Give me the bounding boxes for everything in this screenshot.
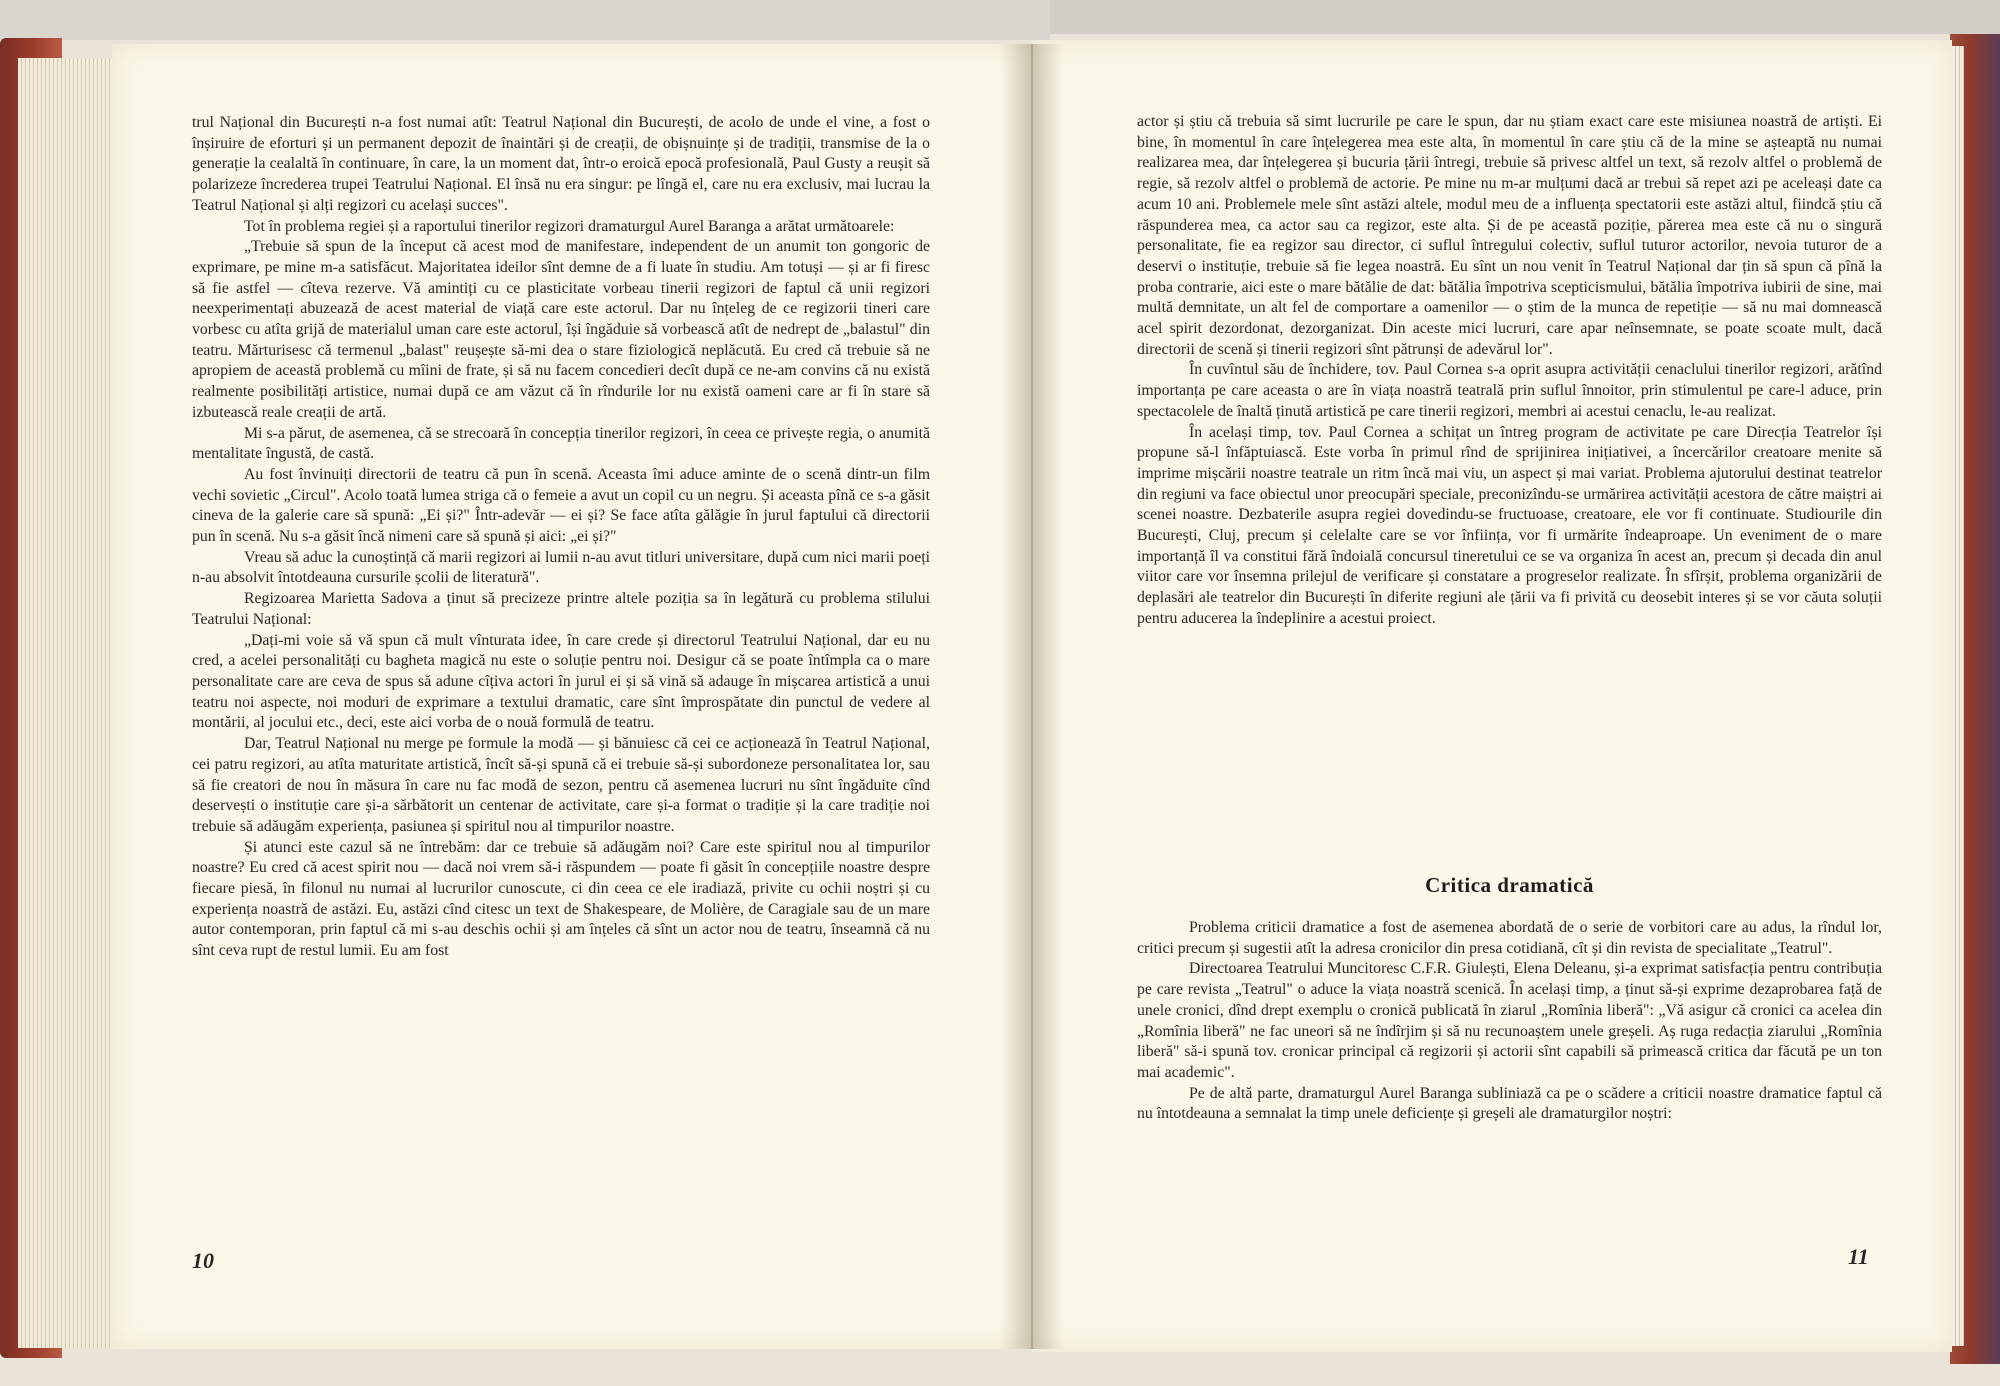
paragraph: În cuvîntul său de închidere, tov. Paul Cornea s-a oprit asupra activității cenaclului tinerilor regizori, arătînd importanța pe care aceasta o are în viața noastră teatrală prin suflul înnoitor, prin stimulentul pe care-l aduce, prin spectacolele de înaltă ținută artistică pe care tinerii regizori, membri ai acestui cenaclu, le-au realizat. <box>1137 361 1882 420</box>
paragraph: Mi s-a părut, de asemenea, că se strecoară în concepția tinerilor regizori, în ceea ce privește regia, o anumită mentalitate îngustă, de castă. <box>192 424 930 463</box>
book-gutter <box>1000 44 1064 1349</box>
paragraph: Pe de altă parte, dramaturgul Aurel Baranga subliniază ca pe o scădere a criticii noastre dramatice faptul că nu întotdeauna a semnalat la timp unele deficiențe și greșeli ale dramaturgilor noștri: <box>1137 1084 1882 1123</box>
paragraph: Regizoarea Marietta Sadova a ținut să precizeze printre altele poziția sa în legătură cu problema stilului Teatrului Național: <box>192 590 930 628</box>
paragraph: „Trebuie să spun de la început că acest mod de manifestare, independent de un anumit ton gongoric de exprimare, pe mine m-a satisfăcut. Majoritatea ideilor sînt demne de a fi luate în studiu. Am totuși — și ar fi firesc să fie astfel — cîteva rezerve. Vă amintiți cu ce plasticitate vorbeau tinerii regizori de faptul că unii regizori neexperimentați abuzează de acest material de viață care este actorul. Dar nu înțeleg de ce regizorii tineri care vorbesc cu atîta grijă de materialul uman care este actorul, își îngăduie să vorbească atît de nedrept de „balastul" din teatru. Mărturisesc că termenul „balast" reușește să-mi dea o stare fiziologică neplăcută. Eu cred că trebuie să ne apropiem de această problemă cu mîini de frate, și să nu facem concedieri decît după ce ne-am convins că nu există realmente posibilități artistice, numai după ce am văzut că în rîndurile lor nu există oameni care ar fi în stare să izbutească reale creații de artă. <box>192 238 930 421</box>
scanner-background <box>0 0 1050 40</box>
page-number-right: 11 <box>1848 1244 1869 1269</box>
paragraph: Vreau să aduc la cunoștință că marii regizori ai lumii n-au avut titluri universitare, după cum nici marii poeți n-au absolvit întotdeauna cursurile școlii de literatură". <box>192 548 930 587</box>
right-page-body <box>1137 112 1882 630</box>
left-page-body <box>192 113 930 962</box>
page-number-left: 10 <box>192 1248 214 1273</box>
paragraph: actor și știu că trebuia să simt lucrurile pe care le spun, dar nu știam exact care este misiunea noastră de artiști. Ei bine, în momentul în care înțelegerea mea este alta, în momentul în care știu că de la mine se așteaptă nu numai realizarea mea, dar înțelegerea și bucuria țării întregi, trebuie să privesc altfel un text, să rezolv altfel o problemă de regie, să rezolv altfel o problemă de actorie. Pe mine nu m-ar mulțumi dacă ar trebui să repet azi pe aceleași date ca acum 10 ani. Problemele mele sînt astăzi altele, modul meu de a influența spectatorii este astăzi altul, fiindcă știu că răspunderea mea, ca actor sau ca regizor, este alta. Și de pe această poziție, părerea mea este că nu o singură personalitate, fie ea regizor sau director, ci suflul întregului colectiv, suflul tuturor actorilor, nevoia tuturor de a deservi o instituție, trebuie să fie legea noastră. Eu sînt un nou venit în Teatrul Național dar țin să spun că pînă la proba contrarie, aici este o mare bătălie de dat: bătălia împotriva scepticismului, bătălia împotriva iubirii de sine, mai multă demnitate, un alt fel de comportare a oamenilor — o știm de la munca de repetiție — să nu mai domnească acel spirit dezordonat, dezorganizat. Din aceste mici lucruri, care apar neînsemnate, se poate scoate mult, dacă directorii de scenă și tinerii regizori sînt pătrunși de adevărul lor". <box>1137 113 1882 358</box>
paragraph: Tot în problema regiei și a raportului tinerilor regizori dramaturgul Aurel Baranga a arătat următoarele: <box>244 217 895 235</box>
paragraph: Și atunci este cazul să ne întrebăm: dar ce trebuie să adăugăm noi? Care este spiritul nou al timpurilor noastre? Eu cred că acest spirit nou — dacă noi vrem să-i răspundem — poate fi găsit în concepțiile noastre despre fiecare piesă, în filonul nu numai al lucrurilor cunoscute, ci din ceea ce ele iradiază, privite cu ochii noștri și cu experiența noastră de astăzi. Eu, astăzi cînd citesc un text de Shakespeare, de Molière, de Caragiale sau de un mare autor contemporan, prin faptul că mi s-au deschis ochii și am înțeles că sînt un actor nou de teatru, înseamnă că nu sînt ceva rupt de restul lumii. Eu am fost <box>192 838 930 960</box>
paragraph: Problema criticii dramatice a fost de asemenea abordată de o serie de vorbitori care au adus, la rîndul lor, critici precum și sugestii atît la adresa cronicilor din presa cotidiană, cît și din revista de specialitate „Teatrul". <box>1137 919 1882 957</box>
paragraph: Dar, Teatrul Național nu merge pe formule la modă — și bănuiesc că cei ce acționează în Teatrul Național, cei patru regizori, au atîta maturitate artistică, încît să-și spună că ei trebuie să-și subordoneze personalitatea lor, sau să fie creatori de nou în măsura în care nu fac modă de sezon, pentru că asemenea lucruri nu sînt îngăduite cînd deservești o instituție care și-a sărbătorit un centenar de activitate, care și-a format o tradiție și la care tradiție noi trebuie să adăugăm experiența, pasiunea și spiritul nou al timpurilor noastre. <box>192 735 930 835</box>
scanner-background-right <box>1050 0 2000 34</box>
page-edges-left <box>18 58 113 1348</box>
right-page-body-section <box>1137 918 1882 1125</box>
paragraph: Directoarea Teatrului Muncitoresc C.F.R. Giulești, Elena Deleanu, și-a exprimat satisfacția pentru contribuția pe care revista „Teatrul" o aduce la viața noastră scenică. În același timp, a ținut să-și exprime dezaprobarea față de unele cronici, dînd drept exemplu o cronică publicată în ziarul „Romînia liberă": „Vă asigur că cronici ca acelea din „Romînia liberă" ne fac uneori să ne îndîrjim și să nu recunoaștem unele greșeli. Aș ruga redacția ziarului „Romînia liberă" să-i spună tov. cronicar principal că regizorii și actorii sînt capabili să primească critica dar făcută pe un ton mai academic". <box>1137 960 1882 1081</box>
paragraph: În același timp, tov. Paul Cornea a schițat un întreg program de activitate pe care Direcția Teatrelor își propune să-l înfăptuiască. Este vorba în primul rînd de sprijinirea inițiativei, a încercărilor creatoare menite să imprime mișcării noastre teatrale un ritm încă mai viu, un aspect și mai variat. Problema ajutorului destinat teatrelor din regiuni va face obiectul unor preocupări speciale, preconizîndu-se urmărirea activității acestora de către maiștri ai scenei noastre. Dezbaterile asupra regiei dovedindu-se fructuoase, creatoare, ele vor fi continuate. Studiourile din București, Cluj, precum și celelalte care se vor înființa, vor fi urmărite îndeaproape. Un eveniment de o mare importanță îl va constitui fără îndoială concursul tineretului ce se va organiza în acest an, precum și decada din anul viitor care vor însemna prilejul de verificare și constatare a progreselor realizate. În sfîrșit, problema organizării de deplasări ale teatrelor din București în diferite regiuni ale țării va fi privită cu deosebit interes și se vor căuta soluții pentru aducerea la îndeplinire a acestui proiect. <box>1137 423 1882 627</box>
paragraph: Au fost învinuiți directorii de teatru că pun în scenă. Aceasta îmi aduce aminte de o scenă dintr-un film vechi sovietic „Circul". Acolo toată lumea striga că o femeie a avut un copil cu un negru. Și aceasta pînă ce s-a găsit cineva de la galerie care să spună: „Ei și?" Într-adevăr — ei și? Se face atîta gălăgie în jurul faptului că directorii pun în scenă. Nu s-a găsit încă nimeni care să spună și aici: „ei și?" <box>192 465 930 546</box>
paragraph: trul Național din București n-a fost numai atît: Teatrul Național din București, de acolo de unde el vine, a fost o înșiruire de eforturi și un permanent depozit de înaintări și de creații, de obișnuințe și de tradiții, transmise de la o generație la cealaltă în continuare, în care, la un moment dat, într-o eroică epocă profesională, Paul Gusty a reușit să polarizeze încrederea trupei Teatrului Național. El însă nu era singur: pe lîngă el, care nu era exclusiv, mai lucrau la Teatrul Național și alți regizori cu același succes". <box>192 114 930 214</box>
section-heading: Critica dramatică <box>1425 873 1594 897</box>
paragraph: „Dați-mi voie să vă spun că mult vînturata idee, în care crede și directorul Teatrului Național, dar eu nu cred, a acelei personalități cu bagheta magică nu este o soluție pentru noi. Desigur că se poate întîmpla ca o mare personalitate care are ceva de spus să adune cîțiva actori în jurul ei și să vină să adauge în mișcarea artistică a unui teatru noi aspecte, noi moduri de exprimare a textului dramatic, care sînt împrospătate din punctul de vedere al montării, al jocului etc., deci, este aici vorba de o nouă formulă de teatru. <box>192 631 930 732</box>
